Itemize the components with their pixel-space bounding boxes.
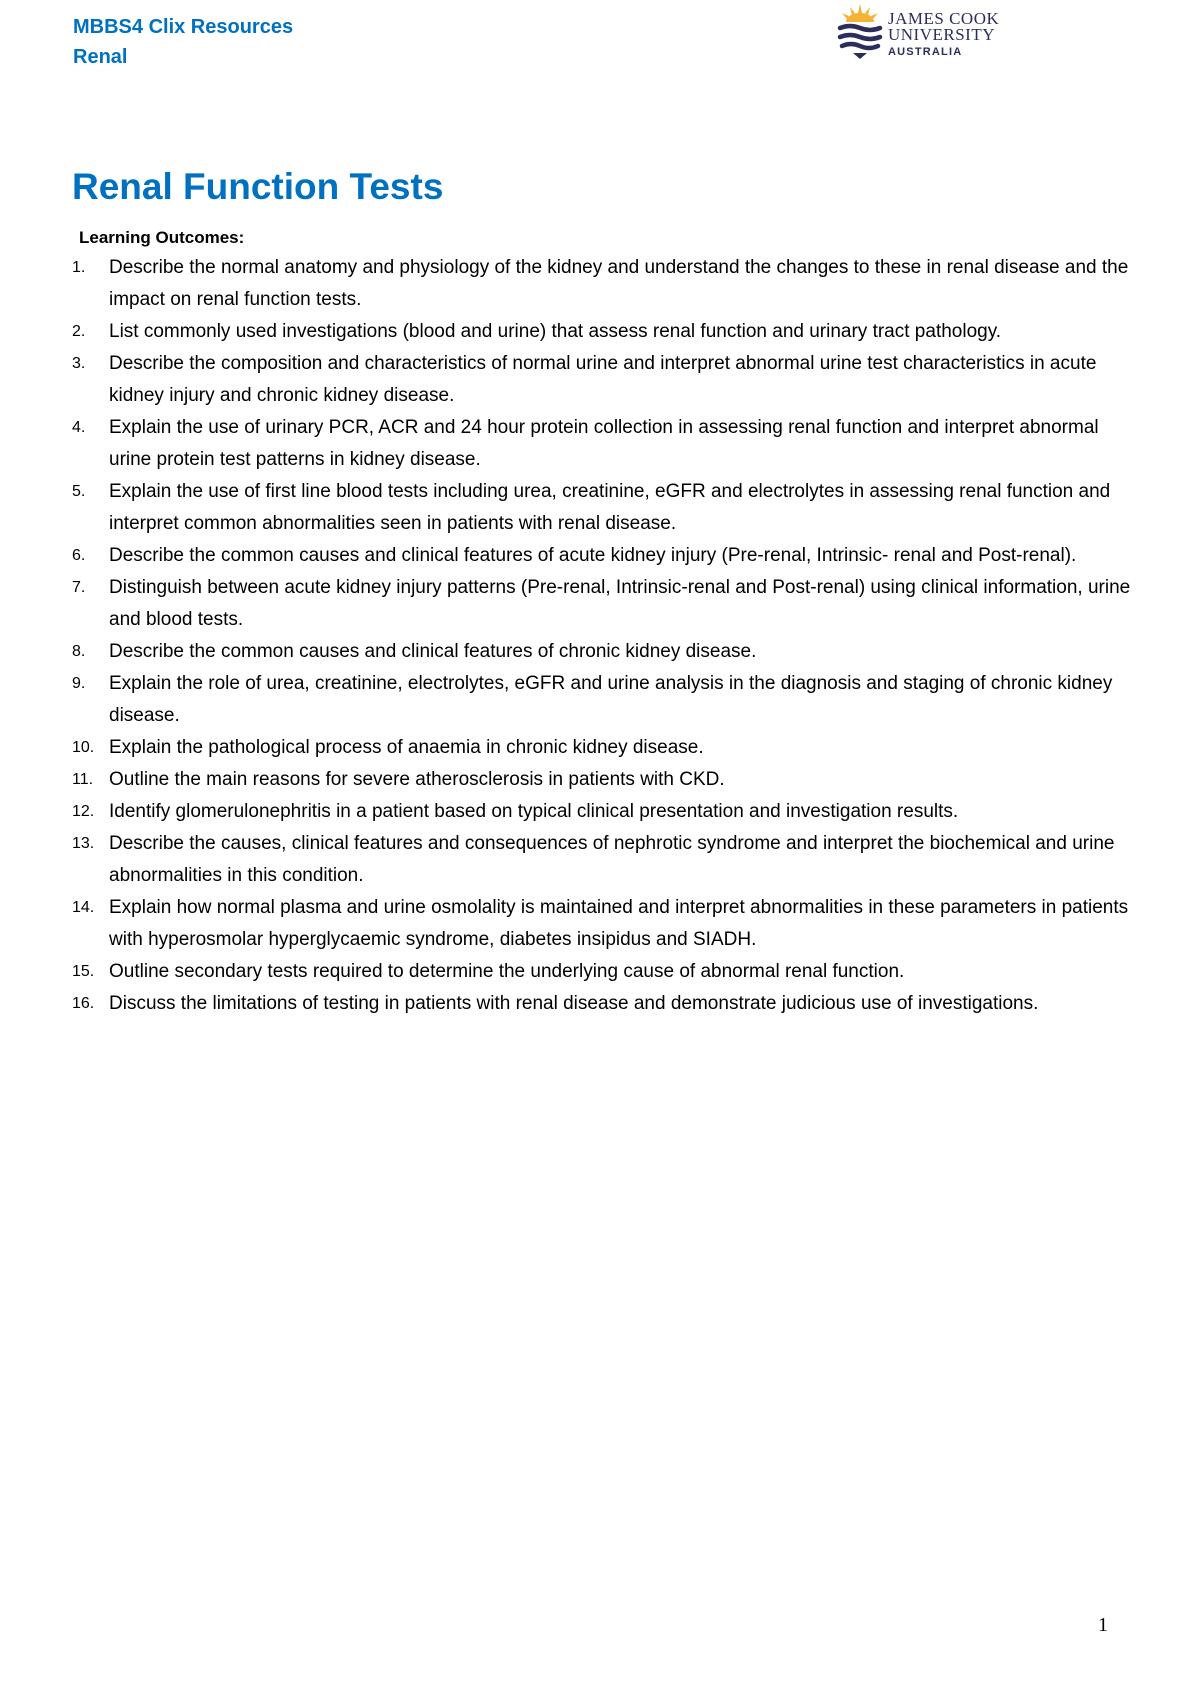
outcome-text: Explain the use of first line blood tests including urea, creatinine, eGFR and electrolytes in assessing renal function and interpret common abnormalities seen in patients with renal disease. [109,481,1111,534]
header-topic: Renal [73,46,128,68]
learning-outcome-item [72,540,1132,572]
outcome-number: 9. [72,675,86,692]
outcome-number: 5. [72,483,86,500]
outcome-number: 13. [72,835,95,852]
jcu-emblem-icon [836,2,884,66]
outcome-text: Describe the causes, clinical features and consequences of nephrotic syndrome and interpret the biochemical and urine abnormalities in this condition. [109,833,1115,886]
learning-outcome-item [72,348,1132,412]
outcome-number: 8. [72,643,86,660]
outcome-number: 16. [72,995,95,1012]
outcome-number: 4. [72,419,86,436]
document-header [73,12,293,72]
outcome-number: 14. [72,899,95,916]
outcome-number: 3. [72,355,86,372]
learning-outcome-item [72,988,1132,1020]
outcome-number: 15. [72,963,95,980]
outcome-number: 10. [72,739,95,756]
learning-outcome-item [72,572,1132,636]
outcome-number: 11. [72,771,94,788]
header-course: MBBS4 Clix Resources [73,16,294,38]
learning-outcome-item [72,796,1132,828]
outcome-text: Outline secondary tests required to determine the underlying cause of abnormal renal function. [109,961,905,982]
learning-outcome-item [72,668,1132,732]
learning-outcome-item [72,636,1132,668]
logo-line-university: UNIVERSITY [888,25,995,44]
outcome-text: List commonly used investigations (blood and urine) that assess renal function and urinary tract pathology. [109,321,1002,342]
outcome-number: 2. [72,323,86,340]
learning-outcome-item [72,956,1132,988]
outcome-text: Distinguish between acute kidney injury patterns (Pre-renal, Intrinsic-renal and Post-renal) using clinical information, urine and blood tests. [109,577,1131,630]
learning-outcomes-heading: Learning Outcomes: [79,228,245,247]
learning-outcome-item [72,316,1132,348]
outcome-number: 6. [72,547,86,564]
learning-outcome-item [72,412,1132,476]
learning-outcome-item [72,252,1132,316]
outcome-text: Describe the normal anatomy and physiology of the kidney and understand the changes to these in renal disease and the impact on renal function tests. [109,257,1129,310]
outcome-text: Explain the use of urinary PCR, ACR and 24 hour protein collection in assessing renal function and interpret abnormal urine protein test patterns in kidney disease. [109,417,1099,470]
outcome-text: Explain how normal plasma and urine osmolality is maintained and interpret abnormalities in these parameters in patients with hyperosmolar hyperglycaemic syndrome, diabetes insipidus and SIADH. [109,897,1129,950]
page-title: Renal Function Tests [72,166,444,207]
learning-outcome-item [72,476,1132,540]
outcome-number: 12. [72,803,95,820]
learning-outcome-item [72,732,1132,764]
learning-outcome-item [72,892,1132,956]
learning-outcome-item [72,828,1132,892]
outcome-text: Outline the main reasons for severe atherosclerosis in patients with CKD. [109,769,725,790]
learning-outcomes-list [72,252,1132,1020]
learning-outcome-item [72,764,1132,796]
logo-line-australia: AUSTRALIA [888,46,963,58]
outcome-number: 7. [72,579,86,596]
outcome-text: Explain the role of urea, creatinine, electrolytes, eGFR and urine analysis in the diagnosis and staging of chronic kidney disease. [109,673,1113,726]
outcome-text: Discuss the limitations of testing in patients with renal disease and demonstrate judicious use of investigations. [109,993,1039,1014]
outcome-text: Describe the common causes and clinical features of chronic kidney disease. [109,641,757,662]
outcome-number: 1. [72,259,86,276]
logo-line-james-cook: JAMES COOK [888,9,1000,28]
university-logo [836,2,1016,66]
outcome-text: Describe the common causes and clinical features of acute kidney injury (Pre-renal, Intrinsic- renal and Post-renal). [109,545,1077,566]
page-number: 1 [1098,1614,1108,1636]
outcome-text: Explain the pathological process of anaemia in chronic kidney disease. [109,737,704,758]
outcome-text: Describe the composition and characteristics of normal urine and interpret abnormal urine test characteristics in acute kidney injury and chronic kidney disease. [109,353,1097,406]
outcome-text: Identify glomerulonephritis in a patient based on typical clinical presentation and investigation results. [109,801,959,822]
